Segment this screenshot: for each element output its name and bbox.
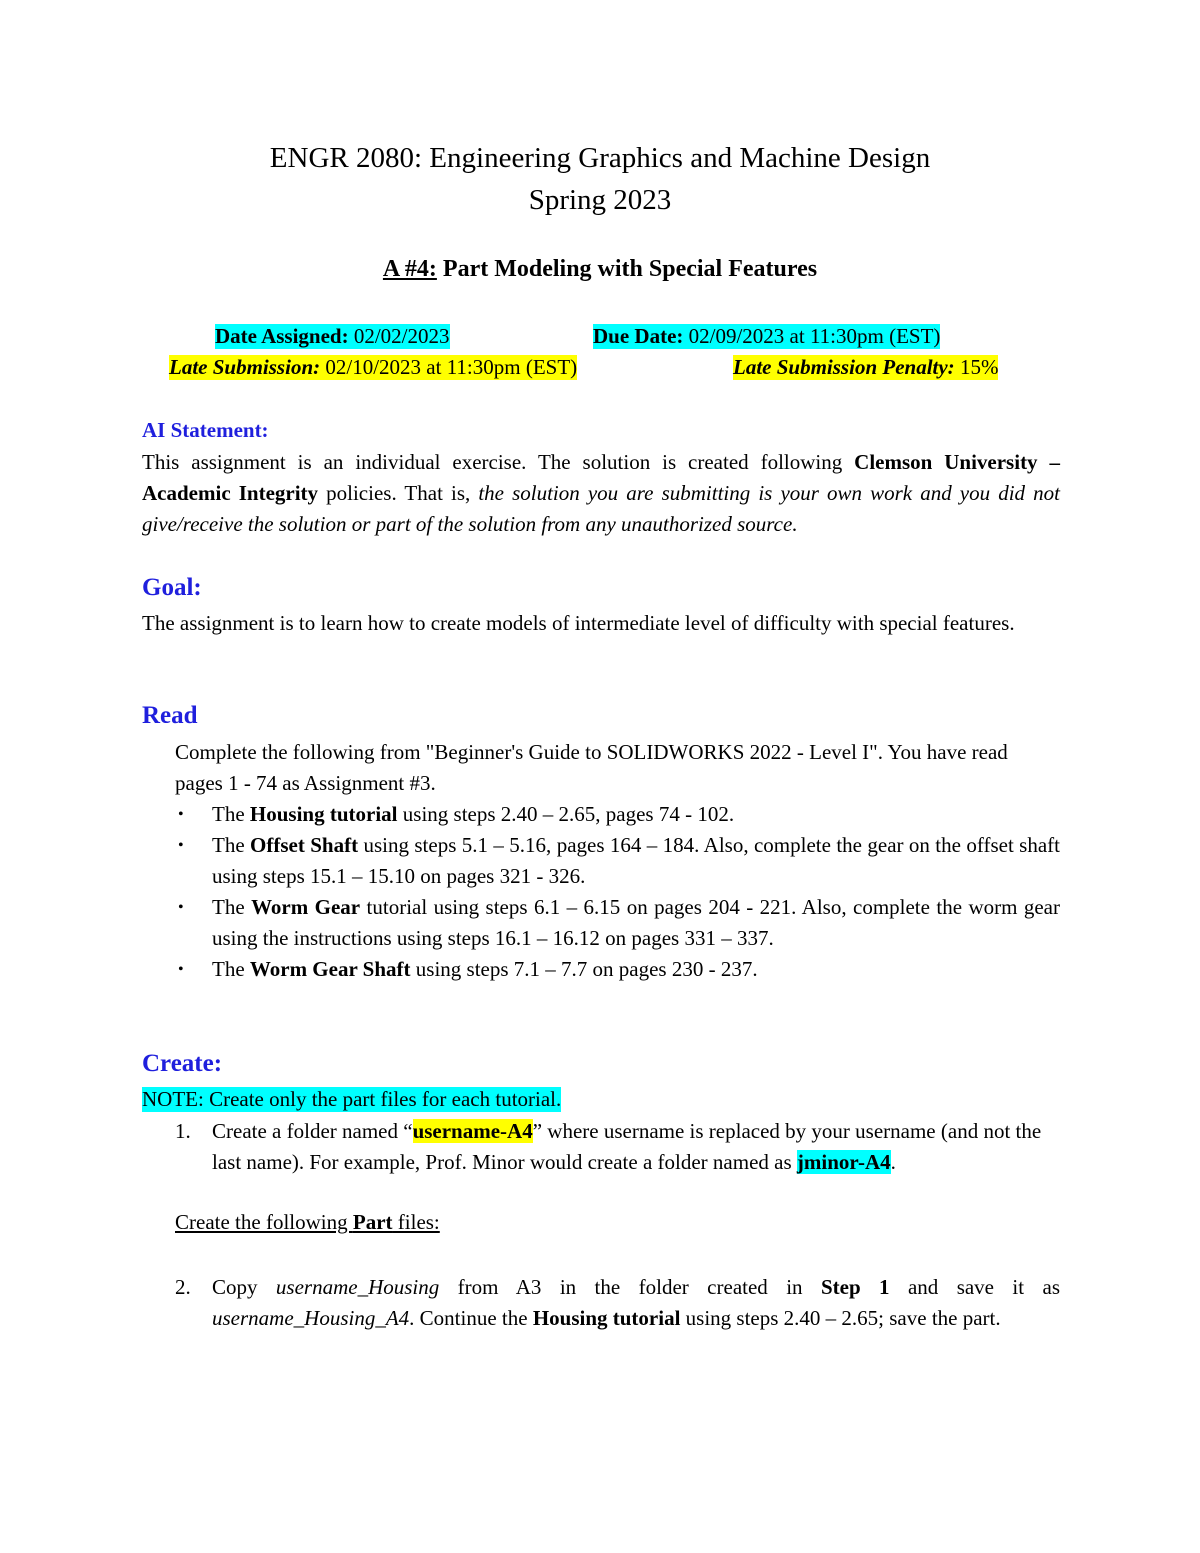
- list-item: • The Offset Shaft using steps 5.1 – 5.16, pages 164 – 184. Also, complete the gear on the offset shaft using steps 15.1 – 15.10 on pages 321 - 326.: [212, 830, 1060, 892]
- goal-heading: Goal:: [142, 574, 202, 601]
- ai-statement-text: This assignment is an individual exercise. The solution is created following Clemson University – Academic Integrity policies. That is, the solution you are submitting is your own work and you did not give/receive the solution or part of the solution from any unauthorized source.: [142, 450, 1060, 536]
- late-penalty: Late Submission Penalty: 15%: [733, 355, 999, 379]
- read-list: [178, 799, 1060, 985]
- step-number: 2.: [175, 1275, 191, 1299]
- list-item: • The Worm Gear tutorial using steps 6.1 – 6.15 on pages 204 - 221. Also, complete the worm gear using the instructions using steps 16.1 – 16.12 on pages 331 – 337.: [212, 892, 1060, 954]
- term: Spring 2023: [528, 184, 672, 216]
- part-files-subheading: Create the following Part files:: [175, 1210, 440, 1234]
- list-item: 1. Create a folder named “username-A4” where username is replaced by your username (and not the last name). For example, Prof. Minor would create a folder named as jminor-A4.: [212, 1116, 1060, 1178]
- create-note: NOTE: Create only the part files for each tutorial.: [142, 1087, 562, 1111]
- bullet-icon: •: [178, 806, 184, 823]
- read-intro: Complete the following from "Beginner's Guide to SOLIDWORKS 2022 - Level I". You have read pages 1 - 74 as Assignment #3.: [175, 740, 1008, 795]
- course-title: ENGR 2080: Engineering Graphics and Machine Design: [269, 142, 931, 174]
- assignment-title: Part Modeling with Special Features: [442, 256, 818, 282]
- date-assigned: Date Assigned: 02/02/2023: [215, 324, 450, 348]
- assignment-id: A #4:: [382, 256, 437, 282]
- assignment-heading: [0, 256, 1200, 283]
- bullet-icon: •: [178, 899, 184, 916]
- folder-name: username-A4: [412, 1119, 533, 1143]
- bullet-icon: •: [178, 837, 184, 854]
- read-heading: Read: [142, 702, 198, 729]
- goal-text: The assignment is to learn how to create models of intermediate level of difficulty with special features.: [142, 611, 1015, 635]
- folder-example: jminor-A4: [796, 1150, 891, 1174]
- step-number: 1.: [175, 1119, 191, 1143]
- list-item: • The Housing tutorial using steps 2.40 – 2.65, pages 74 - 102.: [212, 799, 1060, 830]
- create-heading: Create:: [142, 1050, 223, 1077]
- ai-statement-heading: AI Statement:: [142, 418, 269, 442]
- list-item: 2. Copy username_Housing from A3 in the folder created in Step 1 and save it as username_Housing_A4. Continue the Housing tutorial using steps 2.40 – 2.65; save the part.: [212, 1272, 1060, 1334]
- create-step-2: [175, 1272, 1060, 1334]
- create-step-1: [175, 1116, 1060, 1178]
- late-submission: Late Submission: 02/10/2023 at 11:30pm (EST): [169, 355, 578, 379]
- bullet-icon: •: [178, 961, 184, 978]
- list-item: • The Worm Gear Shaft using steps 7.1 – 7.7 on pages 230 - 237.: [212, 954, 1060, 985]
- due-date: Due Date: 02/09/2023 at 11:30pm (EST): [593, 324, 941, 348]
